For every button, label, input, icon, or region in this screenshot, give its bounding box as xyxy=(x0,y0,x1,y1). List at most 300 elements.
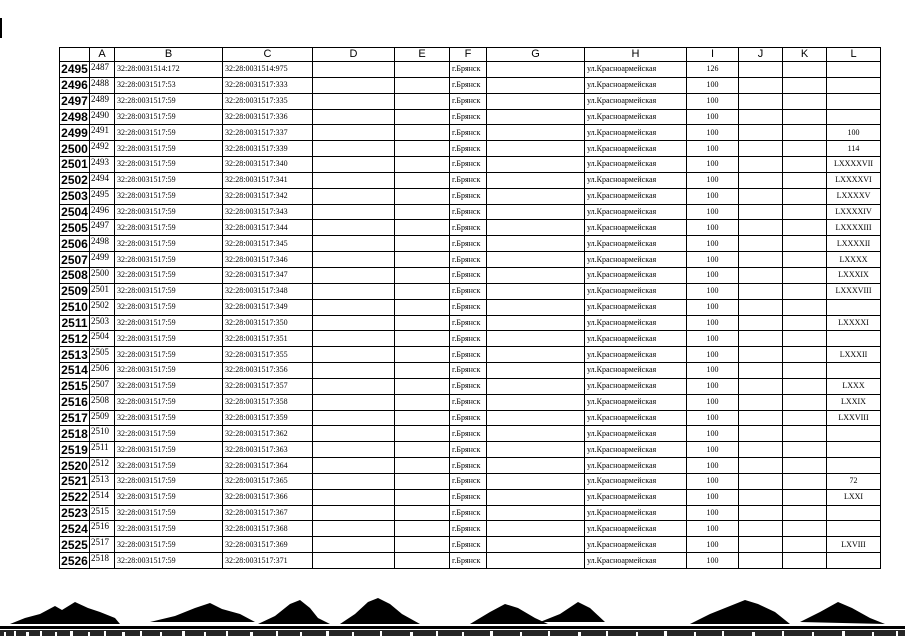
cell-a[interactable]: 2507 xyxy=(90,378,115,394)
cell-k[interactable] xyxy=(783,426,827,442)
row-number[interactable]: 2512 xyxy=(61,331,88,346)
cell-c[interactable]: 32:28:0031517:350 xyxy=(223,315,313,331)
cell-e[interactable] xyxy=(395,521,450,537)
cell-g[interactable] xyxy=(487,410,585,426)
cell-a[interactable]: 2495 xyxy=(90,188,115,204)
row-number[interactable]: 2500 xyxy=(61,141,88,156)
cell-g[interactable] xyxy=(487,252,585,268)
cell-a[interactable]: 2488 xyxy=(90,77,115,93)
cell-k[interactable] xyxy=(783,378,827,394)
cell-h[interactable]: ул.Красноармейская xyxy=(585,505,687,521)
cell-j[interactable] xyxy=(739,363,783,379)
cell-k[interactable] xyxy=(783,220,827,236)
cell-c[interactable]: 32:28:0031517:348 xyxy=(223,283,313,299)
cell-c[interactable]: 32:28:0031517:368 xyxy=(223,521,313,537)
cell-j[interactable] xyxy=(739,489,783,505)
cell-f[interactable]: г.Брянск xyxy=(450,252,487,268)
cell-b[interactable]: 32:28:0031517:59 xyxy=(115,172,223,188)
cell-a[interactable]: 2498 xyxy=(90,236,115,252)
cell-e[interactable] xyxy=(395,141,450,157)
cell-a[interactable]: 2501 xyxy=(90,283,115,299)
cell-k[interactable] xyxy=(783,537,827,553)
cell-j[interactable] xyxy=(739,473,783,489)
row-number[interactable]: 2498 xyxy=(61,109,88,124)
column-header-b[interactable]: B xyxy=(115,48,223,62)
cell-f[interactable]: г.Брянск xyxy=(450,283,487,299)
cell-h[interactable]: ул.Красноармейская xyxy=(585,93,687,109)
row-number[interactable]: 2515 xyxy=(61,379,88,394)
cell-b[interactable]: 32:28:0031517:59 xyxy=(115,458,223,474)
cell-j[interactable] xyxy=(739,299,783,315)
cell-c[interactable]: 32:28:0031517:337 xyxy=(223,125,313,141)
row-number[interactable]: 2523 xyxy=(61,506,88,521)
cell-g[interactable] xyxy=(487,331,585,347)
cell-c[interactable]: 32:28:0031517:364 xyxy=(223,458,313,474)
cell-b[interactable]: 32:28:0031517:59 xyxy=(115,236,223,252)
cell-c[interactable]: 32:28:0031517:366 xyxy=(223,489,313,505)
cell-d[interactable] xyxy=(313,426,395,442)
cell-i[interactable]: 100 xyxy=(687,109,739,125)
cell-i[interactable]: 100 xyxy=(687,473,739,489)
cell-i[interactable]: 100 xyxy=(687,426,739,442)
row-number[interactable]: 2506 xyxy=(61,236,88,251)
cell-b[interactable]: 32:28:0031517:59 xyxy=(115,410,223,426)
cell-b[interactable]: 32:28:0031517:59 xyxy=(115,489,223,505)
cell-k[interactable] xyxy=(783,109,827,125)
cell-l[interactable]: 72 xyxy=(827,473,881,489)
cell-c[interactable]: 32:28:0031517:362 xyxy=(223,426,313,442)
cell-j[interactable] xyxy=(739,220,783,236)
cell-i[interactable]: 100 xyxy=(687,378,739,394)
cell-g[interactable] xyxy=(487,363,585,379)
cell-l[interactable]: LXXXXV xyxy=(827,188,881,204)
cell-d[interactable] xyxy=(313,125,395,141)
cell-e[interactable] xyxy=(395,109,450,125)
cell-i[interactable]: 100 xyxy=(687,236,739,252)
cell-k[interactable] xyxy=(783,172,827,188)
row-number[interactable]: 2503 xyxy=(61,189,88,204)
cell-d[interactable] xyxy=(313,283,395,299)
cell-a[interactable]: 2515 xyxy=(90,505,115,521)
cell-c[interactable]: 32:28:0031517:339 xyxy=(223,141,313,157)
cell-d[interactable] xyxy=(313,410,395,426)
cell-g[interactable] xyxy=(487,77,585,93)
cell-e[interactable] xyxy=(395,299,450,315)
cell-i[interactable]: 100 xyxy=(687,157,739,173)
cell-i[interactable]: 100 xyxy=(687,537,739,553)
cell-e[interactable] xyxy=(395,553,450,569)
cell-a[interactable]: 2489 xyxy=(90,93,115,109)
cell-i[interactable]: 100 xyxy=(687,410,739,426)
cell-d[interactable] xyxy=(313,458,395,474)
cell-k[interactable] xyxy=(783,442,827,458)
cell-g[interactable] xyxy=(487,489,585,505)
cell-j[interactable] xyxy=(739,426,783,442)
cell-j[interactable] xyxy=(739,109,783,125)
cell-h[interactable]: ул.Красноармейская xyxy=(585,347,687,363)
cell-l[interactable] xyxy=(827,553,881,569)
cell-j[interactable] xyxy=(739,252,783,268)
cell-l[interactable] xyxy=(827,426,881,442)
cell-c[interactable]: 32:28:0031517:365 xyxy=(223,473,313,489)
cell-k[interactable] xyxy=(783,315,827,331)
cell-h[interactable]: ул.Красноармейская xyxy=(585,220,687,236)
cell-j[interactable] xyxy=(739,93,783,109)
cell-a[interactable]: 2511 xyxy=(90,442,115,458)
cell-k[interactable] xyxy=(783,204,827,220)
cell-b[interactable]: 32:28:0031517:59 xyxy=(115,283,223,299)
row-number[interactable]: 2497 xyxy=(61,94,88,109)
cell-h[interactable]: ул.Красноармейская xyxy=(585,553,687,569)
cell-k[interactable] xyxy=(783,252,827,268)
cell-f[interactable]: г.Брянск xyxy=(450,157,487,173)
cell-f[interactable]: г.Брянск xyxy=(450,553,487,569)
cell-d[interactable] xyxy=(313,442,395,458)
cell-b[interactable]: 32:28:0031517:59 xyxy=(115,220,223,236)
cell-e[interactable] xyxy=(395,62,450,78)
cell-a[interactable]: 2512 xyxy=(90,458,115,474)
cell-c[interactable]: 32:28:0031517:340 xyxy=(223,157,313,173)
cell-c[interactable]: 32:28:0031517:346 xyxy=(223,252,313,268)
cell-j[interactable] xyxy=(739,157,783,173)
cell-l[interactable]: LXXXX xyxy=(827,252,881,268)
cell-d[interactable] xyxy=(313,378,395,394)
row-number[interactable]: 2501 xyxy=(61,157,88,172)
cell-k[interactable] xyxy=(783,505,827,521)
cell-f[interactable]: г.Брянск xyxy=(450,426,487,442)
cell-c[interactable]: 32:28:0031517:371 xyxy=(223,553,313,569)
cell-j[interactable] xyxy=(739,188,783,204)
cell-b[interactable]: 32:28:0031517:59 xyxy=(115,537,223,553)
cell-e[interactable] xyxy=(395,489,450,505)
cell-k[interactable] xyxy=(783,410,827,426)
cell-j[interactable] xyxy=(739,236,783,252)
cell-l[interactable] xyxy=(827,458,881,474)
cell-i[interactable]: 100 xyxy=(687,331,739,347)
cell-d[interactable] xyxy=(313,299,395,315)
cell-f[interactable]: г.Брянск xyxy=(450,378,487,394)
cell-e[interactable] xyxy=(395,77,450,93)
cell-l[interactable] xyxy=(827,77,881,93)
cell-k[interactable] xyxy=(783,394,827,410)
row-number[interactable]: 2495 xyxy=(61,62,88,77)
row-number[interactable]: 2525 xyxy=(61,537,88,552)
cell-l[interactable] xyxy=(827,109,881,125)
cell-c[interactable]: 32:28:0031517:333 xyxy=(223,77,313,93)
cell-c[interactable]: 32:28:0031517:356 xyxy=(223,363,313,379)
cell-b[interactable]: 32:28:0031517:59 xyxy=(115,157,223,173)
cell-h[interactable]: ул.Красноармейская xyxy=(585,521,687,537)
cell-b[interactable]: 32:28:0031517:59 xyxy=(115,378,223,394)
cell-a[interactable]: 2492 xyxy=(90,141,115,157)
cell-c[interactable]: 32:28:0031517:341 xyxy=(223,172,313,188)
row-number[interactable]: 2496 xyxy=(61,78,88,93)
cell-j[interactable] xyxy=(739,458,783,474)
cell-k[interactable] xyxy=(783,125,827,141)
row-number[interactable]: 2520 xyxy=(61,458,88,473)
cell-g[interactable] xyxy=(487,141,585,157)
row-number[interactable]: 2513 xyxy=(61,347,88,362)
cell-l[interactable]: LXXXII xyxy=(827,347,881,363)
cell-d[interactable] xyxy=(313,204,395,220)
cell-f[interactable]: г.Брянск xyxy=(450,62,487,78)
cell-j[interactable] xyxy=(739,204,783,220)
cell-d[interactable] xyxy=(313,77,395,93)
cell-h[interactable]: ул.Красноармейская xyxy=(585,77,687,93)
cell-j[interactable] xyxy=(739,505,783,521)
cell-h[interactable]: ул.Красноармейская xyxy=(585,188,687,204)
column-header-i[interactable]: I xyxy=(687,48,739,62)
cell-i[interactable]: 100 xyxy=(687,188,739,204)
cell-b[interactable]: 32:28:0031517:59 xyxy=(115,553,223,569)
cell-e[interactable] xyxy=(395,505,450,521)
row-number[interactable]: 2511 xyxy=(61,315,88,330)
cell-a[interactable]: 2499 xyxy=(90,252,115,268)
cell-h[interactable]: ул.Красноармейская xyxy=(585,442,687,458)
cell-k[interactable] xyxy=(783,331,827,347)
cell-d[interactable] xyxy=(313,537,395,553)
cell-i[interactable]: 100 xyxy=(687,77,739,93)
cell-a[interactable]: 2510 xyxy=(90,426,115,442)
cell-a[interactable]: 2487 xyxy=(90,62,115,78)
cell-h[interactable]: ул.Красноармейская xyxy=(585,537,687,553)
cell-l[interactable]: LXXXXIV xyxy=(827,204,881,220)
cell-e[interactable] xyxy=(395,220,450,236)
cell-j[interactable] xyxy=(739,442,783,458)
cell-b[interactable]: 32:28:0031517:59 xyxy=(115,204,223,220)
cell-e[interactable] xyxy=(395,204,450,220)
cell-b[interactable]: 32:28:0031517:59 xyxy=(115,267,223,283)
row-number[interactable]: 2502 xyxy=(61,173,88,188)
cell-g[interactable] xyxy=(487,267,585,283)
cell-f[interactable]: г.Брянск xyxy=(450,363,487,379)
cell-b[interactable]: 32:28:0031517:59 xyxy=(115,188,223,204)
cell-b[interactable]: 32:28:0031517:59 xyxy=(115,521,223,537)
cell-c[interactable]: 32:28:0031517:336 xyxy=(223,109,313,125)
cell-g[interactable] xyxy=(487,505,585,521)
cell-g[interactable] xyxy=(487,553,585,569)
cell-h[interactable]: ул.Красноармейская xyxy=(585,252,687,268)
cell-f[interactable]: г.Брянск xyxy=(450,220,487,236)
cell-h[interactable]: ул.Красноармейская xyxy=(585,204,687,220)
cell-e[interactable] xyxy=(395,458,450,474)
column-header-k[interactable]: K xyxy=(783,48,827,62)
cell-b[interactable]: 32:28:0031517:59 xyxy=(115,363,223,379)
cell-g[interactable] xyxy=(487,62,585,78)
cell-c[interactable]: 32:28:0031517:335 xyxy=(223,93,313,109)
cell-h[interactable]: ул.Красноармейская xyxy=(585,363,687,379)
cell-a[interactable]: 2493 xyxy=(90,157,115,173)
cell-c[interactable]: 32:28:0031517:344 xyxy=(223,220,313,236)
cell-e[interactable] xyxy=(395,157,450,173)
cell-k[interactable] xyxy=(783,188,827,204)
cell-c[interactable]: 32:28:0031517:358 xyxy=(223,394,313,410)
row-number[interactable]: 2517 xyxy=(61,410,88,425)
cell-f[interactable]: г.Брянск xyxy=(450,505,487,521)
cell-f[interactable]: г.Брянск xyxy=(450,204,487,220)
cell-f[interactable]: г.Брянск xyxy=(450,299,487,315)
cell-e[interactable] xyxy=(395,347,450,363)
cell-i[interactable]: 126 xyxy=(687,62,739,78)
cell-b[interactable]: 32:28:0031517:59 xyxy=(115,315,223,331)
cell-a[interactable]: 2490 xyxy=(90,109,115,125)
row-number[interactable]: 2509 xyxy=(61,284,88,299)
cell-a[interactable]: 2496 xyxy=(90,204,115,220)
row-number[interactable]: 2516 xyxy=(61,395,88,410)
row-number[interactable]: 2521 xyxy=(61,474,88,489)
cell-f[interactable]: г.Брянск xyxy=(450,125,487,141)
cell-f[interactable]: г.Брянск xyxy=(450,521,487,537)
cell-d[interactable] xyxy=(313,252,395,268)
cell-a[interactable]: 2500 xyxy=(90,267,115,283)
cell-l[interactable]: LXXIX xyxy=(827,394,881,410)
cell-d[interactable] xyxy=(313,473,395,489)
cell-i[interactable]: 100 xyxy=(687,521,739,537)
cell-g[interactable] xyxy=(487,458,585,474)
cell-k[interactable] xyxy=(783,267,827,283)
cell-k[interactable] xyxy=(783,553,827,569)
cell-b[interactable]: 32:28:0031517:59 xyxy=(115,473,223,489)
cell-a[interactable]: 2518 xyxy=(90,553,115,569)
cell-g[interactable] xyxy=(487,93,585,109)
cell-j[interactable] xyxy=(739,172,783,188)
cell-f[interactable]: г.Брянск xyxy=(450,347,487,363)
cell-a[interactable]: 2497 xyxy=(90,220,115,236)
cell-i[interactable]: 100 xyxy=(687,363,739,379)
cell-l[interactable]: LXXXIX xyxy=(827,267,881,283)
cell-j[interactable] xyxy=(739,394,783,410)
cell-l[interactable]: 100 xyxy=(827,125,881,141)
cell-l[interactable] xyxy=(827,93,881,109)
cell-f[interactable]: г.Брянск xyxy=(450,172,487,188)
cell-g[interactable] xyxy=(487,236,585,252)
cell-h[interactable]: ул.Красноармейская xyxy=(585,299,687,315)
cell-b[interactable]: 32:28:0031517:59 xyxy=(115,93,223,109)
cell-l[interactable]: LXXXXVI xyxy=(827,172,881,188)
row-number[interactable]: 2518 xyxy=(61,426,88,441)
cell-g[interactable] xyxy=(487,521,585,537)
cell-f[interactable]: г.Брянск xyxy=(450,267,487,283)
row-number[interactable]: 2505 xyxy=(61,220,88,235)
cell-c[interactable]: 32:28:0031517:359 xyxy=(223,410,313,426)
cell-i[interactable]: 100 xyxy=(687,442,739,458)
cell-i[interactable]: 100 xyxy=(687,458,739,474)
cell-h[interactable]: ул.Красноармейская xyxy=(585,109,687,125)
row-number[interactable]: 2519 xyxy=(61,442,88,457)
cell-d[interactable] xyxy=(313,236,395,252)
cell-d[interactable] xyxy=(313,489,395,505)
cell-e[interactable] xyxy=(395,537,450,553)
cell-i[interactable]: 100 xyxy=(687,252,739,268)
cell-f[interactable]: г.Брянск xyxy=(450,394,487,410)
cell-f[interactable]: г.Брянск xyxy=(450,141,487,157)
cell-k[interactable] xyxy=(783,458,827,474)
cell-l[interactable]: LXXVIII xyxy=(827,410,881,426)
cell-b[interactable]: 32:28:0031517:59 xyxy=(115,252,223,268)
row-number[interactable]: 2507 xyxy=(61,252,88,267)
cell-i[interactable]: 100 xyxy=(687,315,739,331)
cell-h[interactable]: ул.Красноармейская xyxy=(585,62,687,78)
cell-a[interactable]: 2505 xyxy=(90,347,115,363)
cell-c[interactable]: 32:28:0031517:345 xyxy=(223,236,313,252)
cell-c[interactable]: 32:28:0031517:342 xyxy=(223,188,313,204)
cell-k[interactable] xyxy=(783,93,827,109)
cell-l[interactable]: LXXXXI xyxy=(827,315,881,331)
cell-h[interactable]: ул.Красноармейская xyxy=(585,236,687,252)
cell-h[interactable]: ул.Красноармейская xyxy=(585,473,687,489)
cell-e[interactable] xyxy=(395,125,450,141)
cell-a[interactable]: 2508 xyxy=(90,394,115,410)
cell-b[interactable]: 32:28:0031517:59 xyxy=(115,141,223,157)
cell-l[interactable] xyxy=(827,299,881,315)
row-number[interactable]: 2526 xyxy=(61,553,88,568)
cell-j[interactable] xyxy=(739,537,783,553)
cell-l[interactable]: LXXX xyxy=(827,378,881,394)
cell-e[interactable] xyxy=(395,172,450,188)
cell-e[interactable] xyxy=(395,426,450,442)
cell-k[interactable] xyxy=(783,283,827,299)
cell-d[interactable] xyxy=(313,505,395,521)
cell-k[interactable] xyxy=(783,141,827,157)
cell-h[interactable]: ул.Красноармейская xyxy=(585,331,687,347)
cell-i[interactable]: 100 xyxy=(687,299,739,315)
cell-j[interactable] xyxy=(739,378,783,394)
cell-d[interactable] xyxy=(313,363,395,379)
column-header-f[interactable]: F xyxy=(450,48,487,62)
cell-c[interactable]: 32:28:0031517:363 xyxy=(223,442,313,458)
cell-a[interactable]: 2504 xyxy=(90,331,115,347)
cell-f[interactable]: г.Брянск xyxy=(450,315,487,331)
cell-k[interactable] xyxy=(783,347,827,363)
column-header-h[interactable]: H xyxy=(585,48,687,62)
cell-e[interactable] xyxy=(395,363,450,379)
cell-k[interactable] xyxy=(783,77,827,93)
cell-g[interactable] xyxy=(487,172,585,188)
cell-d[interactable] xyxy=(313,394,395,410)
cell-h[interactable]: ул.Красноармейская xyxy=(585,458,687,474)
cell-g[interactable] xyxy=(487,347,585,363)
column-header-j[interactable]: J xyxy=(739,48,783,62)
cell-i[interactable]: 100 xyxy=(687,394,739,410)
cell-a[interactable]: 2503 xyxy=(90,315,115,331)
cell-c[interactable]: 32:28:0031517:369 xyxy=(223,537,313,553)
cell-i[interactable]: 100 xyxy=(687,553,739,569)
cell-f[interactable]: г.Брянск xyxy=(450,458,487,474)
cell-j[interactable] xyxy=(739,283,783,299)
cell-b[interactable]: 32:28:0031517:59 xyxy=(115,299,223,315)
row-number[interactable]: 2504 xyxy=(61,205,88,220)
row-number[interactable]: 2524 xyxy=(61,521,88,536)
cell-h[interactable]: ул.Красноармейская xyxy=(585,394,687,410)
cell-b[interactable]: 32:28:0031517:59 xyxy=(115,442,223,458)
cell-a[interactable]: 2516 xyxy=(90,521,115,537)
cell-f[interactable]: г.Брянск xyxy=(450,473,487,489)
cell-e[interactable] xyxy=(395,442,450,458)
cell-c[interactable]: 32:28:0031517:357 xyxy=(223,378,313,394)
cell-b[interactable]: 32:28:0031517:59 xyxy=(115,109,223,125)
cell-g[interactable] xyxy=(487,283,585,299)
cell-d[interactable] xyxy=(313,172,395,188)
cell-e[interactable] xyxy=(395,188,450,204)
cell-j[interactable] xyxy=(739,521,783,537)
cell-g[interactable] xyxy=(487,537,585,553)
cell-a[interactable]: 2517 xyxy=(90,537,115,553)
cell-j[interactable] xyxy=(739,553,783,569)
cell-k[interactable] xyxy=(783,363,827,379)
cell-j[interactable] xyxy=(739,410,783,426)
cell-c[interactable]: 32:28:0031517:347 xyxy=(223,267,313,283)
cell-l[interactable] xyxy=(827,331,881,347)
